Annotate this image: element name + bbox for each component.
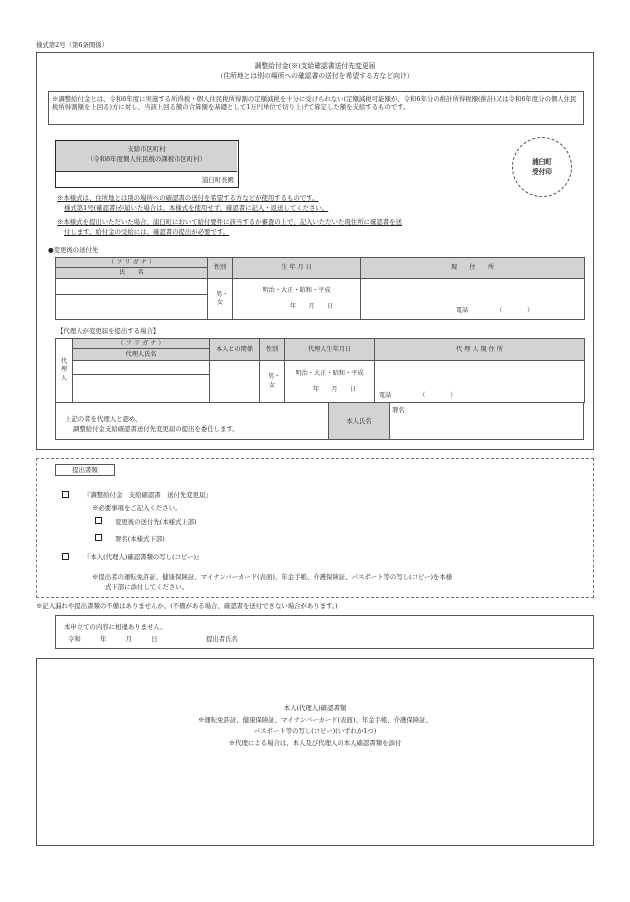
delegation-text-1: 上記の者を代理人と認め、 xyxy=(65,415,142,423)
principal-name-label: 本人氏名 xyxy=(328,403,390,439)
recipient-gender-options: 男・女 xyxy=(216,290,229,306)
signature-label: 署名 xyxy=(392,406,405,414)
documents-header-box xyxy=(55,464,115,476)
recipient-dob-header: 生 年 月 日 xyxy=(233,258,361,279)
document-2-label: 『本人(代理人)確認書類の写し(コピー)』 xyxy=(84,553,203,561)
municipality-sublabel: （令和6年度個人住民税の課税市区町村） xyxy=(86,155,207,163)
document-2-note-b: 式下部に添付してください。 xyxy=(105,583,189,591)
agent-name-input[interactable] xyxy=(73,375,210,403)
document-1-note: ※必要事項をご記入ください。 xyxy=(92,504,182,512)
agent-furigana-header: （ フ リ ガ ナ ） xyxy=(73,339,210,349)
agent-ymd: 年 月 日 xyxy=(312,385,357,393)
stamp-town: 浦臼町 xyxy=(532,158,552,166)
agent-relationship-header: 本人との関係 xyxy=(210,339,260,361)
recipient-furigana-input[interactable] xyxy=(56,279,208,295)
reception-stamp xyxy=(512,137,572,197)
usage-note-1b: 様式第1号(確認書)が届いた場合は、本様式を使用せず、確認書に記入・返送してください。 xyxy=(64,204,329,212)
declaration-text: 本申立ての内容に相違ありません。 xyxy=(64,623,167,631)
recipient-section-label: ●変更後の送付先 xyxy=(48,246,99,254)
form-title: 調整給付金(※)支給確認書送付先変更届 xyxy=(254,62,376,70)
id-area-line4: ※代理による場合は、本人及び代理人の本人確認書類を添付 xyxy=(228,739,402,747)
agent-phone: 電話 （ ） xyxy=(379,392,457,400)
documents-header: 提出書類 xyxy=(72,466,98,474)
document-1-sub1-checkbox[interactable] xyxy=(95,517,102,524)
submitter-name-input[interactable] xyxy=(254,634,554,644)
definition-box xyxy=(48,91,584,125)
recipient-ymd: 年 月 日 xyxy=(289,303,334,310)
agent-address-cell[interactable] xyxy=(375,361,585,403)
agent-gender-options: 男・女 xyxy=(268,373,281,389)
delegation-text-2: 調整給付金支給確認書送付先変更届の提出を委任します。 xyxy=(73,425,239,433)
id-attachment-area[interactable] xyxy=(36,658,594,846)
recipient-name-input[interactable] xyxy=(56,295,208,320)
document-1-label: 『調整給付金 支給確認書 送付先変更届』 xyxy=(84,491,212,499)
agent-table xyxy=(55,338,585,403)
recipient-gender-header: 性別 xyxy=(208,258,233,279)
stamp-label: 受付印 xyxy=(532,168,552,176)
recipient-dob-cell[interactable] xyxy=(233,279,361,320)
usage-note-1: ※本様式は、住所地とは別の場所への確認書の送付を希望する方などが使用するものです。 xyxy=(57,194,319,202)
form-subtitle: （住所地とは別の場所への確認書の送付を希望する方など向け） xyxy=(216,72,414,80)
agent-side-label: 代理人 xyxy=(56,339,73,403)
agent-gender-cell[interactable] xyxy=(260,361,285,403)
declaration-date[interactable]: 令和 年 月 日 xyxy=(68,635,158,643)
document-1-sub1-label: 変更後の送付先(本様式上部) xyxy=(115,518,197,526)
agent-section-label: 【代理人が変更届を提出する場合】 xyxy=(57,327,160,335)
id-area-title: 本人(代理人)確認書類 xyxy=(283,704,347,712)
missing-items-note: ※記入漏れや提出書類の不備はありませんか。(不備がある場合、確認書を送付できない場合があります。) xyxy=(36,602,338,610)
agent-furigana-input[interactable] xyxy=(73,361,210,375)
submitter-name-label: 提出者氏名 xyxy=(206,635,238,643)
municipality-box xyxy=(55,140,239,188)
agent-relationship-input[interactable] xyxy=(210,361,260,403)
mayor-addressee: 浦臼町長殿 xyxy=(202,176,234,184)
recipient-name-header: 氏 名 xyxy=(56,268,208,279)
form-number: 様式第2号（第6条関係） xyxy=(36,41,109,49)
document-1-sub2-checkbox[interactable] xyxy=(95,534,102,541)
id-area-line3: パスポート等の写し(コピー)(いずれか1つ) xyxy=(253,727,377,735)
agent-dob-cell[interactable] xyxy=(285,361,375,403)
document-2-checkbox[interactable] xyxy=(62,553,69,560)
declaration-box xyxy=(55,615,594,649)
agent-address-header: 代 理 人 現 住 所 xyxy=(375,339,585,361)
document-2-note: ※提出者の運転免許証、健康保険証、マイナンバーカード(表面)、年金手帳、介護保険証、パスポート等の写し(コピー)を本様 xyxy=(92,573,453,581)
usage-note-2b: 付します。給付金の受給には、確認書の提出が必要です。 xyxy=(64,228,230,236)
usage-note-2: ※本様式を提出いただいた場合、浦臼町において給付要件に該当するか審査の上で、記入いただいた現住所に確認書を送 xyxy=(57,218,402,226)
agent-era-options: 明治・大正・昭和・平成 xyxy=(295,369,364,377)
recipient-address-header: 現 住 所 xyxy=(361,258,585,279)
definition-note: ※調整給付金とは、令和6年度に実施する所得税・個人住民税所得割の定額減税を十分に受けられない(定額減税可能額が、令和6年分の推計所得税額(推計)又は令和6年度分の個人住民税所得割額を上回る)方に対し、当該上回る額の合算額を基礎として1万円単位で切り上げて算定した額を支給するものです。 xyxy=(52,95,577,111)
recipient-phone: 電話 （ ） xyxy=(456,307,534,315)
delegation-row xyxy=(55,402,584,440)
recipient-address-cell[interactable] xyxy=(361,279,585,320)
id-area-line2: ※運転免許証、健康保険証、マイナンバーカード(表面)、年金手帳、介護保険証、 xyxy=(197,716,433,724)
recipient-furigana-header: （ フ リ ガ ナ ） xyxy=(56,258,208,268)
signature-input[interactable] xyxy=(392,415,580,437)
recipient-table xyxy=(55,257,585,320)
agent-gender-header: 性別 xyxy=(260,339,285,361)
agent-dob-header: 代理人生年月日 xyxy=(285,339,375,361)
document-1-checkbox[interactable] xyxy=(62,491,69,498)
recipient-gender-cell[interactable] xyxy=(208,279,233,320)
document-1-sub2-label: 署名(本様式下部) xyxy=(115,535,165,543)
agent-name-header: 代理人氏名 xyxy=(73,349,210,361)
municipality-label: 支給市区町村 xyxy=(127,145,166,153)
recipient-era-options: 明治・大正・昭和・平成 xyxy=(262,287,331,295)
